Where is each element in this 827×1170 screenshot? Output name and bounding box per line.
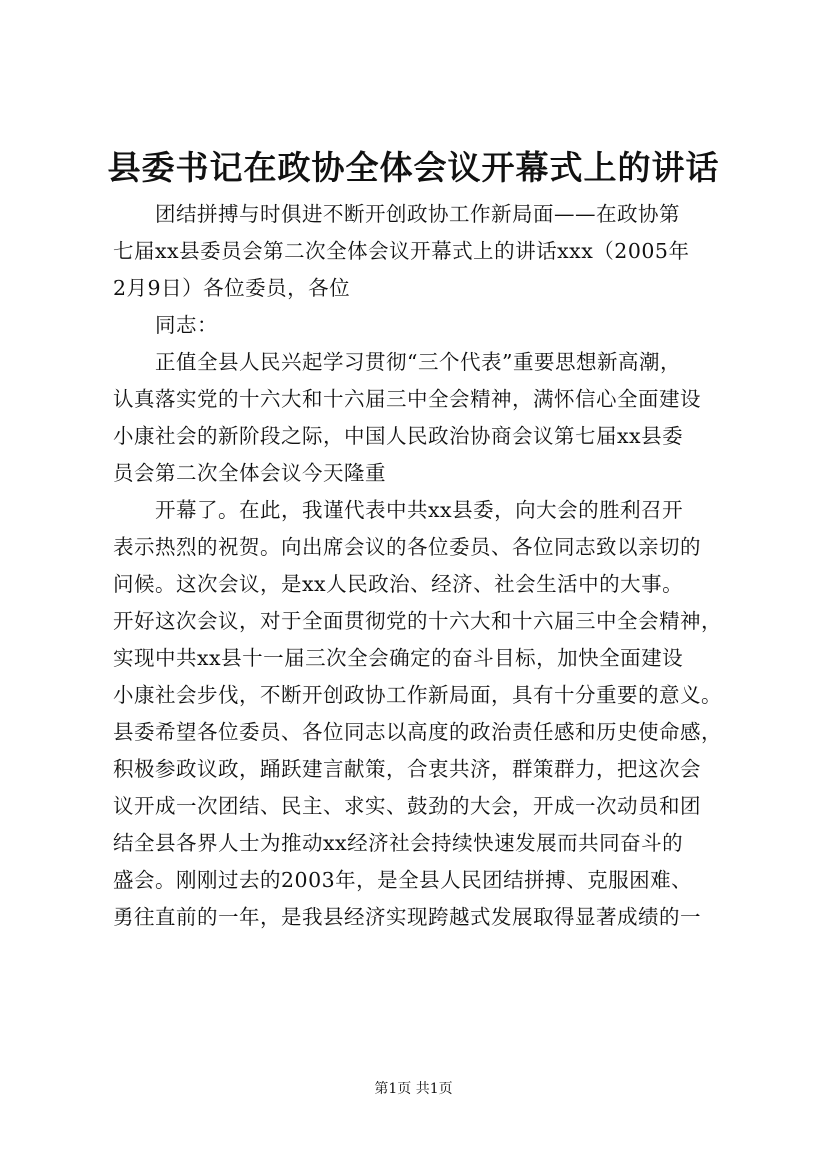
body-line-9: 开幕了。在此，我谨代表中共xx县委，向大会的胜利召开 bbox=[155, 498, 684, 522]
body-line-11: 问候。这次会议，是xx人民政治、经济、社会生活中的大事。 bbox=[113, 572, 684, 596]
body-line-2: 七届xx县委员会第二次全体会议开幕式上的讲话xxx（2005年 bbox=[113, 239, 690, 263]
body-line-6: 认真落实党的十六大和十六届三中全会精神，满怀信心全面建设 bbox=[113, 387, 701, 411]
page-footer: 第1页 共1页 bbox=[374, 1081, 453, 1097]
body-line-13: 实现中共xx县十一届三次全会确定的奋斗目标，加快全面建设 bbox=[113, 646, 684, 670]
body-line-17: 议开成一次团结、民主、求实、鼓劲的大会，开成一次动员和团 bbox=[113, 794, 701, 818]
body-line-15: 县委希望各位委员、各位同志以高度的政治责任感和历史使命感， bbox=[113, 720, 722, 744]
body-line-1: 团结拼搏与时俱进不断开创政协工作新局面——在政协第 bbox=[155, 202, 680, 226]
body-line-19: 盛会。刚刚过去的2003年，是全县人民团结拼搏、克服困难、 bbox=[113, 868, 693, 892]
document-body bbox=[113, 196, 723, 936]
body-line-14: 小康社会步伐，不断开创政协工作新局面，具有十分重要的意义。 bbox=[113, 683, 722, 707]
body-line-10: 表示热烈的祝贺。向出席会议的各位委员、各位同志致以亲切的 bbox=[113, 535, 701, 559]
body-line-20: 勇往直前的一年，是我县经济实现跨越式发展取得显著成绩的一 bbox=[113, 905, 701, 929]
body-line-16: 积极参政议政，踊跃建言献策，合衷共济，群策群力，把这次会 bbox=[113, 757, 701, 781]
document-title: 县委书记在政协全体会议开幕式上的讲话 bbox=[107, 148, 720, 187]
body-line-8: 员会第二次全体会议今天隆重 bbox=[113, 461, 386, 485]
body-line-18: 结全县各界人士为推动xx经济社会持续快速发展而共同奋斗的 bbox=[113, 831, 684, 855]
body-line-5: 正值全县人民兴起学习贯彻“三个代表”重要思想新高潮， bbox=[155, 350, 681, 374]
body-line-12: 开好这次会议，对于全面贯彻党的十六大和十六届三中全会精神， bbox=[113, 609, 722, 633]
body-line-7: 小康社会的新阶段之际，中国人民政治协商会议第七届xx县委 bbox=[113, 424, 684, 448]
body-line-4: 同志： bbox=[155, 313, 218, 337]
body-line-3: 2月9日）各位委员，各位 bbox=[113, 276, 351, 300]
